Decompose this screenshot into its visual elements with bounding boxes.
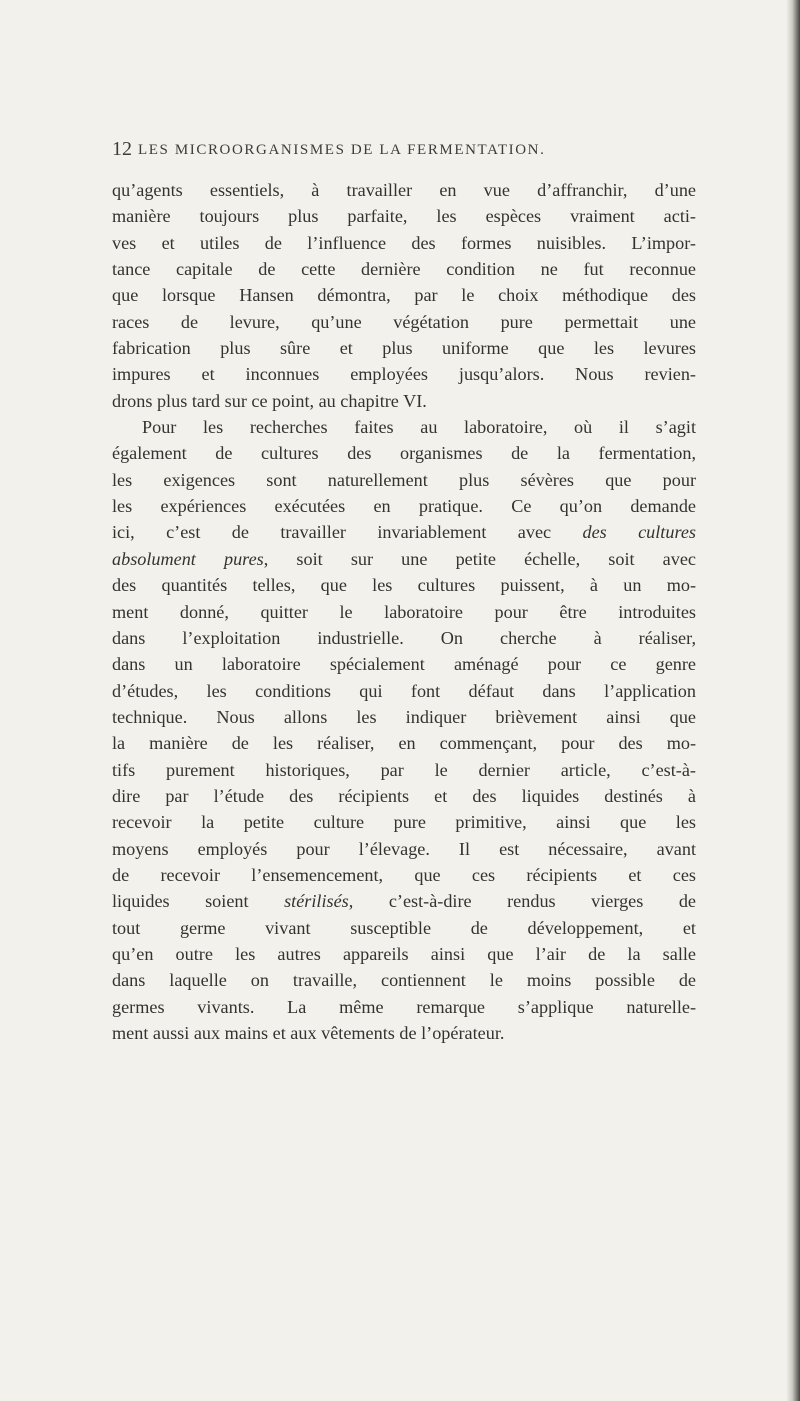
paragraph-1	[112, 177, 696, 414]
text-line: dire par l’étude des récipients et des liquides destinés à	[112, 785, 696, 806]
text-line: dans l’exploitation industrielle. On cherche à réaliser,	[112, 627, 696, 648]
paragraph-2	[112, 414, 696, 1046]
text-line	[112, 888, 696, 914]
text-line: Pour les recherches faites au laboratoire, où il s’agit	[142, 417, 696, 438]
text-line: les exigences sont naturellement plus sévères que pour	[112, 469, 696, 490]
text-line: que lorsque Hansen démontra, par le choix méthodique des	[112, 285, 696, 306]
page-number: 12	[112, 138, 132, 160]
text-line: tifs purement historiques, par le dernier article, c’est-à-	[112, 759, 696, 780]
text-line: qu’en outre les autres appareils ainsi que l’air de la salle	[112, 943, 696, 964]
text-line: manière toujours plus parfaite, les espèces vraiment acti-	[112, 206, 696, 227]
text-line: technique. Nous allons les indiquer brièvement ainsi que	[112, 706, 696, 727]
text-line: ment donné, quitter le laboratoire pour être introduites	[112, 601, 696, 622]
italic-phrase: des cultures	[582, 522, 696, 543]
italic-phrase: absolument pures	[112, 548, 264, 569]
text-line: recevoir la petite culture pure primitive, ainsi que les	[112, 812, 696, 833]
text-line: de recevoir l’ensemencement, que ces récipients et ces	[112, 864, 696, 885]
text-line: races de levure, qu’une végétation pure permettait une	[112, 311, 696, 332]
text-line: moyens employés pour l’élevage. Il est nécessaire, avant	[112, 838, 696, 859]
page-edge-shadow	[786, 0, 800, 1401]
text-line	[112, 546, 696, 572]
text-line: fabrication plus sûre et plus uniforme que les levures	[112, 338, 696, 359]
text-line: des quantités telles, que les cultures puissent, à un mo-	[112, 575, 696, 596]
text-line: dans laquelle on travaille, contiennent le moins possible de	[112, 970, 696, 991]
text-fragment: , c’est-à-dire rendus vierges de	[348, 891, 696, 912]
body-text	[112, 177, 696, 1046]
text-fragment: ici, c’est de travailler invariablement avec	[112, 522, 552, 543]
text-line: tout germe vivant susceptible de développement, et	[112, 917, 696, 938]
text-line: d’études, les conditions qui font défaut dans l’application	[112, 680, 696, 701]
text-line: dans un laboratoire spécialement aménagé pour ce genre	[112, 654, 696, 675]
text-line: qu’agents essentiels, à travailler en vue d’affranchir, d’une	[112, 180, 696, 200]
italic-phrase: stérilisés	[284, 891, 349, 912]
text-line: la manière de les réaliser, en commençant, pour des mo-	[112, 733, 696, 754]
text-line: ment aussi aux mains et aux vêtements de l’opérateur.	[112, 1023, 505, 1043]
text-line: germes vivants. La même remarque s’applique naturelle-	[112, 996, 696, 1017]
text-line: impures et inconnues employées jusqu’alors. Nous revien-	[112, 364, 696, 385]
text-fragment: liquides soient	[112, 891, 249, 912]
running-title: LES MICROORGANISMES DE LA FERMENTATION.	[138, 142, 546, 158]
text-line: les expériences exécutées en pratique. Ce qu’on demande	[112, 496, 696, 517]
text-line: ves et utiles de l’influence des formes nuisibles. L’impor-	[112, 232, 696, 253]
text-line: également de cultures des organismes de la fermentation,	[112, 443, 696, 464]
text-line	[112, 519, 696, 545]
text-line: drons plus tard sur ce point, au chapitre VI.	[112, 390, 427, 411]
text-line: tance capitale de cette dernière condition ne fut reconnue	[112, 259, 696, 280]
text-fragment: , soit sur une petite échelle, soit avec	[263, 548, 696, 569]
page-header	[112, 138, 712, 168]
